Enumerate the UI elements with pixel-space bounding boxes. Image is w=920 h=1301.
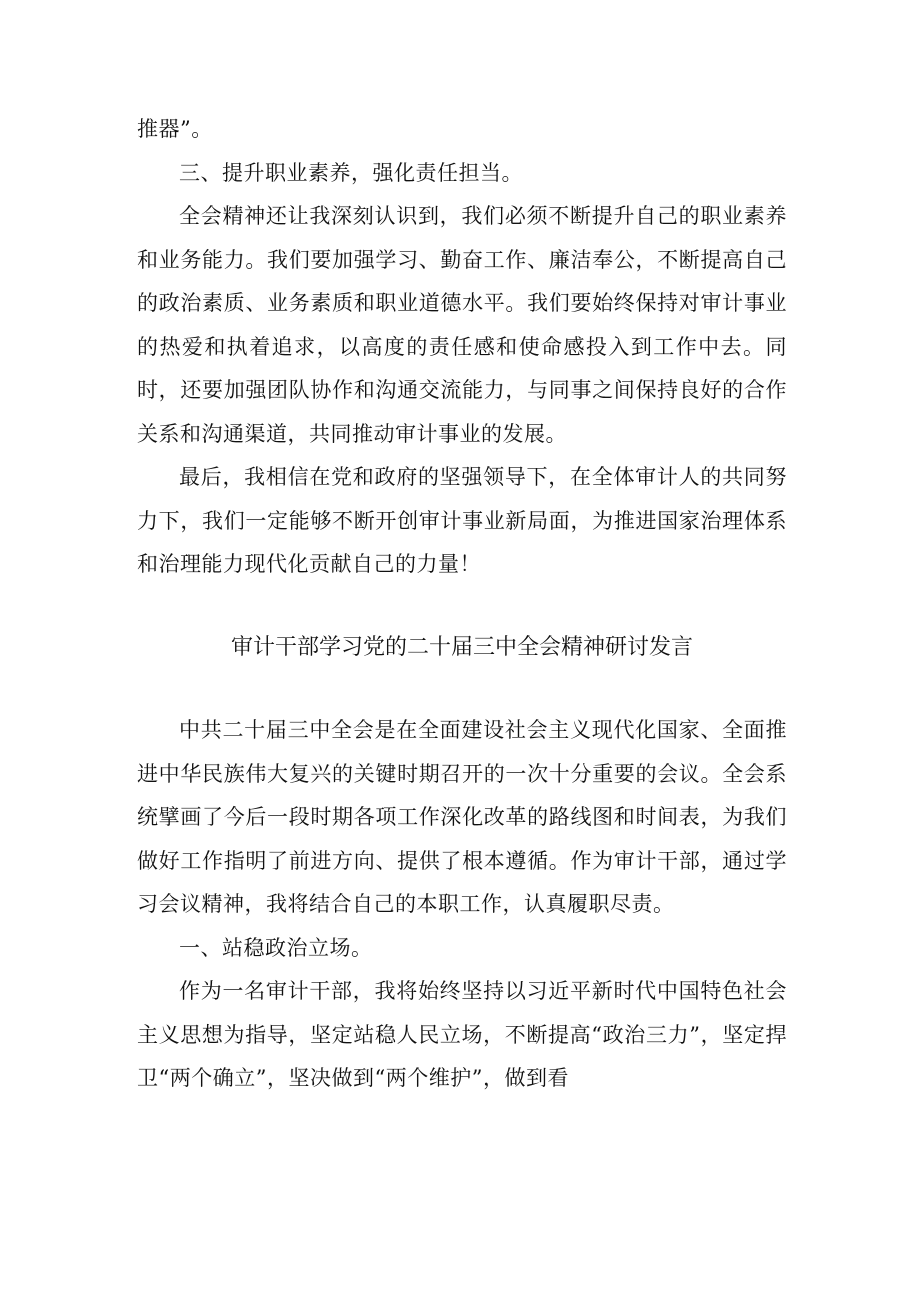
closing-paragraph: 最后，我相信在党和政府的坚强领导下，在全体审计人的共同努力下，我们一定能够不断开创审计事业新局面，为推进国家治理体系和治理能力现代化贡献自己的力量！	[137, 465, 787, 576]
continuation-text: 推器”。	[137, 117, 213, 141]
document-body	[137, 108, 787, 1101]
intro-paragraph: 中共二十届三中全会是在全面建设社会主义现代化国家、全面推进中华民族伟大复兴的关键时期召开的一次十分重要的会议。全会系统擘画了今后一段时期各项工作深化改革的路线图和时间表，为我们做好工作指明了前进方向、提供了根本遵循。作为审计干部，通过学习会议精神，我将结合自己的本职工作，认真履职尽责。	[137, 718, 787, 916]
section-3-heading: 三、提升职业素养，强化责任担当。	[179, 160, 523, 185]
spacer	[137, 669, 787, 709]
section-3-paragraph: 全会精神还让我深刻认识到，我们必须不断提升自己的职业素养和业务能力。我们要加强学习、勤奋工作、廉洁奉公，不断提高自己的政治素质、业务素质和职业道德水平。我们要始终保持对审计事业的热爱和执着追求，以高度的责任感和使命感投入到工作中去。同时，还要加强团队协作和沟通交流能力，与同事之间保持良好的合作关系和沟通渠道，共同推动审计事业的发展。	[137, 204, 787, 446]
section-1-heading: 一、站稳政治立场。	[179, 935, 373, 960]
section-1-paragraph: 作为一名审计干部，我将始终坚持以习近平新时代中国特色社会主义思想为指导，坚定站稳人民立场，不断提高“政治三力”，坚定捍卫“两个确立”，坚决做到“两个维护”，做到看	[137, 979, 787, 1090]
article-title: 审计干部学习党的二十届三中全会精神研讨发言	[230, 634, 693, 660]
spacer	[137, 587, 787, 626]
